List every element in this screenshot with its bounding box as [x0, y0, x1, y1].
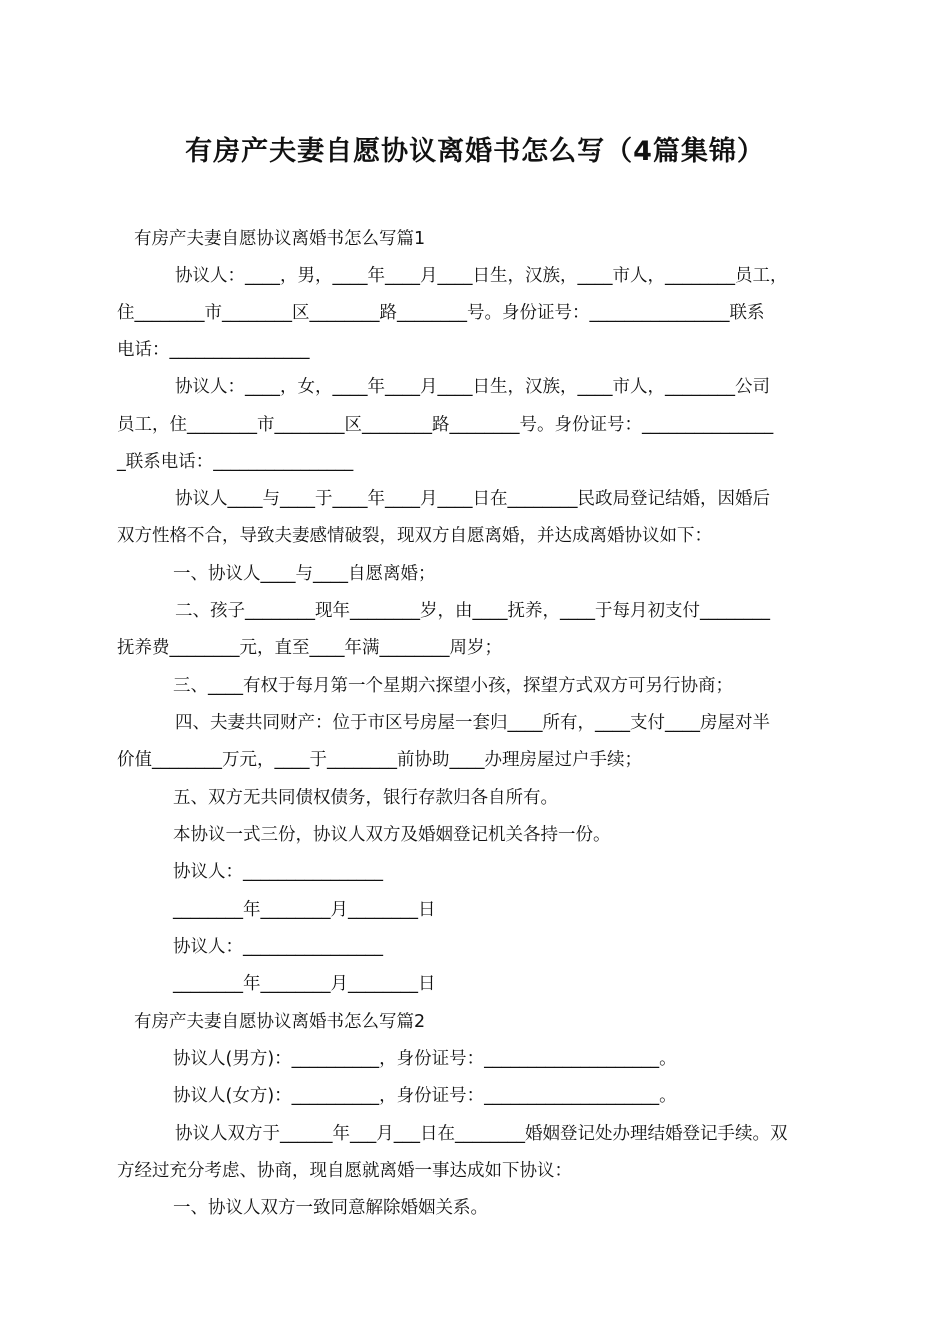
paragraph-line: 协议人：____，女，____年____月____日生，汉族，____市人，________公司 — [175, 377, 770, 397]
paragraph-line: 协议人(男方)：__________，身份证号：____________________。 — [173, 1049, 677, 1069]
paragraph-line: 本协议一式三份，协议人双方及婚姻登记机关各持一份。 — [173, 825, 611, 845]
signature-line: 协议人：________________ — [173, 862, 383, 882]
paragraph-line: 协议人____与____于____年____月____日在________民政局登记结婚，因婚后 — [175, 489, 770, 509]
paragraph-line: 协议人：____，男，____年____月____日生，汉族，____市人，________员工， — [175, 266, 788, 286]
paragraph-line: 三、____有权于每月第一个星期六探望小孩，探望方式双方可另行协商； — [173, 676, 733, 696]
paragraph-line: 双方性格不合，导致夫妻感情破裂，现双方自愿离婚，并达成离婚协议如下： — [117, 526, 712, 546]
signature-line: 协议人：________________ — [173, 937, 383, 957]
paragraph-line: 员工，住________市________区________路________号。身份证号：_______________ — [117, 415, 774, 435]
paragraph-line: 协议人双方于______年___月___日在________婚姻登记处办理结婚登记手续。双 — [175, 1124, 788, 1144]
paragraph-line: 电话：________________ — [117, 340, 310, 360]
paragraph-line: _联系电话：________________ — [117, 452, 354, 472]
paragraph-line: 抚养费________元，直至____年满________周岁； — [117, 638, 502, 658]
paragraph-line: 一、协议人____与____自愿离婚； — [173, 564, 436, 584]
paragraph-line: 方经过充分考虑、协商，现自愿就离婚一事达成如下协议： — [117, 1161, 572, 1181]
paragraph-line: 协议人(女方)：__________，身份证号：____________________。 — [173, 1086, 677, 1106]
section-heading: 有房产夫妻自愿协议离婚书怎么写篇1 — [134, 229, 426, 249]
paragraph-line: 价值________万元，____于________前协助____办理房屋过户手续； — [117, 750, 642, 770]
document-title: 有房产夫妻自愿协议离婚书怎么写（4篇集锦） — [185, 136, 765, 167]
section-heading: 有房产夫妻自愿协议离婚书怎么写篇2 — [134, 1012, 426, 1032]
date-line: ________年________月________日 — [173, 974, 436, 994]
date-line: ________年________月________日 — [173, 900, 436, 920]
paragraph-line: 一、协议人双方一致同意解除婚姻关系。 — [173, 1198, 488, 1218]
paragraph-line: 五、双方无共同债权债务，银行存款归各自所有。 — [173, 788, 558, 808]
paragraph-line: 二、孩子________现年________岁，由____抚养，____于每月初支付________ — [175, 601, 770, 621]
paragraph-line: 四、夫妻共同财产：位于市区号房屋一套归____所有，____支付____房屋对半 — [175, 713, 770, 733]
paragraph-line: 住________市________区________路________号。身份证号：________________联系 — [117, 303, 765, 323]
